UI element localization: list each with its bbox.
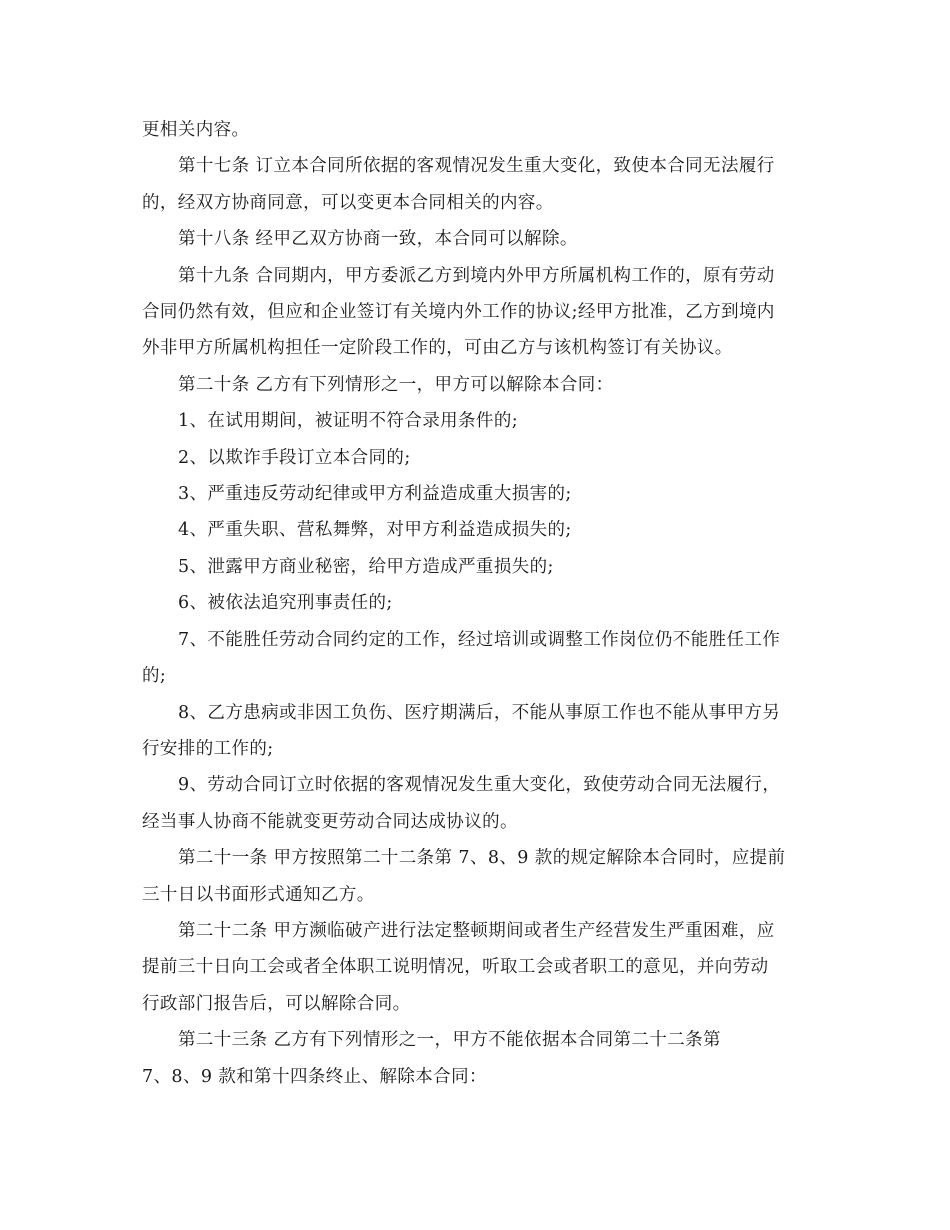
list-item-1: 1、在试用期间，被证明不符合录用条件的; bbox=[178, 411, 519, 432]
list-item-7: 7、不能胜任劳动合同约定的工作，经过培训或调整工作岗位仍不能胜任工作 bbox=[178, 629, 781, 650]
text-line: 三十日以书面形式通知乙方。 bbox=[142, 884, 375, 905]
text-line: 行政部门报告后，可以解除合同。 bbox=[142, 993, 411, 1014]
text-line: 合同仍然有效，但应和企业签订有关境内外工作的协议;经甲方批准，乙方到境内 bbox=[142, 302, 775, 323]
list-item-9: 9、劳动合同订立时依据的客观情况发生重大变化，致使劳动合同无法履行， bbox=[178, 775, 781, 796]
text-line: 外非甲方所属机构担任一定阶段工作的，可由乙方与该机构签订有关协议。 bbox=[142, 338, 733, 359]
text-line: 行安排的工作的; bbox=[142, 738, 274, 759]
text-line: 的; bbox=[142, 666, 167, 687]
article-21-line: 第二十一条 甲方按照第二十二条第 7、8、9 款的规定解除本合同时，应提前 bbox=[178, 848, 786, 869]
list-item-2: 2、以欺诈手段订立本合同的; bbox=[178, 447, 411, 468]
article-17-line: 第十七条 订立本合同所依据的客观情况发生重大变化，致使本合同无法履行 bbox=[178, 156, 775, 177]
document-body bbox=[142, 112, 814, 1095]
list-item-8: 8、乙方患病或非因工负伤、医疗期满后，不能从事原工作也不能从事甲方另 bbox=[178, 702, 781, 723]
article-20-line: 第二十条 乙方有下列情形之一，甲方可以解除本合同： bbox=[178, 374, 614, 395]
list-item-3: 3、严重违反劳动纪律或甲方利益造成重大损害的; bbox=[178, 484, 572, 505]
list-item-5: 5、泄露甲方商业秘密，给甲方造成严重损失的; bbox=[178, 556, 554, 577]
text-line: 更相关内容。 bbox=[142, 120, 250, 140]
list-item-4: 4、严重失职、营私舞弊，对甲方利益造成损失的; bbox=[178, 520, 572, 541]
text-line: 的，经双方协商同意，可以变更本合同相关的内容。 bbox=[142, 192, 554, 213]
article-22-line: 第二十二条 甲方濒临破产进行法定整顿期间或者生产经营发生严重困难，应 bbox=[178, 920, 775, 941]
text-line: 经当事人协商不能就变更劳动合同达成协议的。 bbox=[142, 811, 518, 832]
list-item-6: 6、被依法追究刑事责任的; bbox=[178, 593, 393, 614]
text-line: 7、8、9 款和第十四条终止、解除本合同： bbox=[142, 1066, 487, 1087]
text-line: 提前三十日向工会或者全体职工说明情况，听取工会或者职工的意见，并向劳动 bbox=[142, 957, 769, 978]
article-19-line: 第十九条 合同期内，甲方委派乙方到境内外甲方所属机构工作的，原有劳动 bbox=[178, 265, 775, 286]
article-23-line: 第二十三条 乙方有下列情形之一，甲方不能依据本合同第二十二条第 bbox=[178, 1030, 721, 1051]
article-18-line: 第十八条 经甲乙双方协商一致，本合同可以解除。 bbox=[178, 229, 578, 250]
